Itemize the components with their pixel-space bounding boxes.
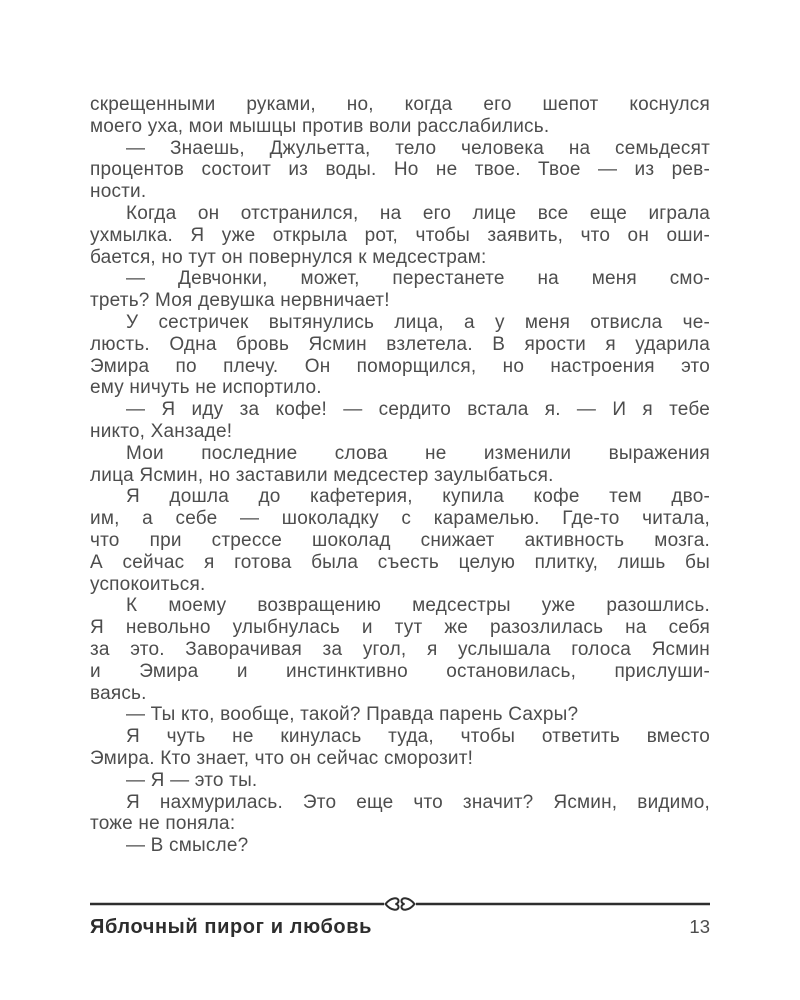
- page-number: 13: [689, 916, 710, 937]
- text-line: ваясь.: [90, 682, 147, 704]
- text-line: Когда он отстранился, на его лице все еще играла: [126, 202, 710, 224]
- text-line: У сестричек вытянулись лица, а у меня отвисла че-: [126, 311, 710, 333]
- text-line: моего уха, мои мышцы против воли расслабились.: [90, 115, 550, 137]
- paragraph: [90, 399, 710, 443]
- footer-divider: [90, 895, 710, 913]
- paragraph: [90, 443, 710, 487]
- text-line: Я дошла до кафетерия, купила кофе тем дво-: [126, 486, 710, 508]
- text-line: процентов состоит из воды. Но не твое. Твое — из рев-: [90, 159, 710, 181]
- text-line: никто, Ханзаде!: [90, 420, 233, 442]
- paragraph: [90, 203, 710, 268]
- text-line: успокоиться.: [90, 573, 206, 595]
- text-line: ему ничуть не испортило.: [90, 377, 322, 399]
- text-line: ности.: [90, 181, 147, 203]
- paragraph: [90, 792, 710, 836]
- text-line: Я нахмурилась. Это еще что значит? Ясмин, видимо,: [126, 791, 710, 813]
- text-line: — Ты кто, вообще, такой? Правда парень Сахры?: [126, 704, 579, 726]
- footer-row: [90, 916, 710, 939]
- text-line: и Эмира и инстинктивно остановилась, прислуши-: [90, 660, 710, 682]
- paragraph: [90, 595, 710, 704]
- paragraph: [90, 94, 710, 138]
- text-line: скрещенными руками, но, когда его шепот коснулся: [90, 94, 710, 115]
- paragraph: [90, 835, 710, 857]
- text-line: А сейчас я готова была съесть целую плитку, лишь бы: [90, 551, 710, 573]
- running-title: Яблочный пирог и любовь: [90, 916, 373, 938]
- double-heart-divider-icon: [386, 898, 415, 909]
- text-line: К моему возвращению медсестры уже разошлись.: [126, 595, 710, 617]
- text-line: люсть. Одна бровь Ясмин взлетела. В ярости я ударила: [90, 333, 710, 355]
- text-line: — Я иду за кофе! — сердито встала я. — И я тебе: [126, 399, 710, 421]
- paragraph: [90, 312, 710, 399]
- paragraph: [90, 138, 710, 203]
- text-line: тоже не поняла:: [90, 813, 236, 835]
- text-line: — Знаешь, Джульетта, тело человека на семьдесят: [126, 137, 710, 159]
- text-line: — Девчонки, может, перестанете на меня смо-: [126, 268, 710, 290]
- page-text: [90, 94, 710, 857]
- text-line: им, а себе — шоколадку с карамелью. Где-то читала,: [90, 508, 710, 530]
- text-line: бается, но тут он повернулся к медсестрам:: [90, 246, 487, 268]
- page-footer: [90, 895, 710, 939]
- text-line: лица Ясмин, но заставили медсестер заулыбаться.: [90, 464, 554, 486]
- paragraph: [90, 704, 710, 726]
- paragraph: [90, 486, 710, 595]
- text-line: за это. Заворачивая за угол, я услышала голоса Ясмин: [90, 638, 710, 660]
- text-line: — В смысле?: [126, 835, 249, 857]
- text-line: что при стрессе шоколад снижает активность мозга.: [90, 529, 710, 551]
- paragraph: [90, 726, 710, 770]
- text-line: Я невольно улыбнулась и тут же разозлилась на себя: [90, 617, 710, 639]
- text-line: — Я — это ты.: [126, 769, 258, 791]
- text-line: треть? Моя девушка нервничает!: [90, 290, 390, 312]
- text-line: Эмира. Кто знает, что он сейчас сморозит!: [90, 747, 474, 769]
- paragraph: [90, 770, 710, 792]
- text-line: Мои последние слова не изменили выражения: [126, 442, 710, 464]
- text-line: Я чуть не кинулась туда, чтобы ответить вместо: [126, 726, 710, 748]
- text-line: ухмылка. Я уже открыла рот, чтобы заявить, что он оши-: [90, 224, 710, 246]
- paragraph: [90, 268, 710, 312]
- text-line: Эмира по плечу. Он поморщился, но настроения это: [90, 355, 710, 377]
